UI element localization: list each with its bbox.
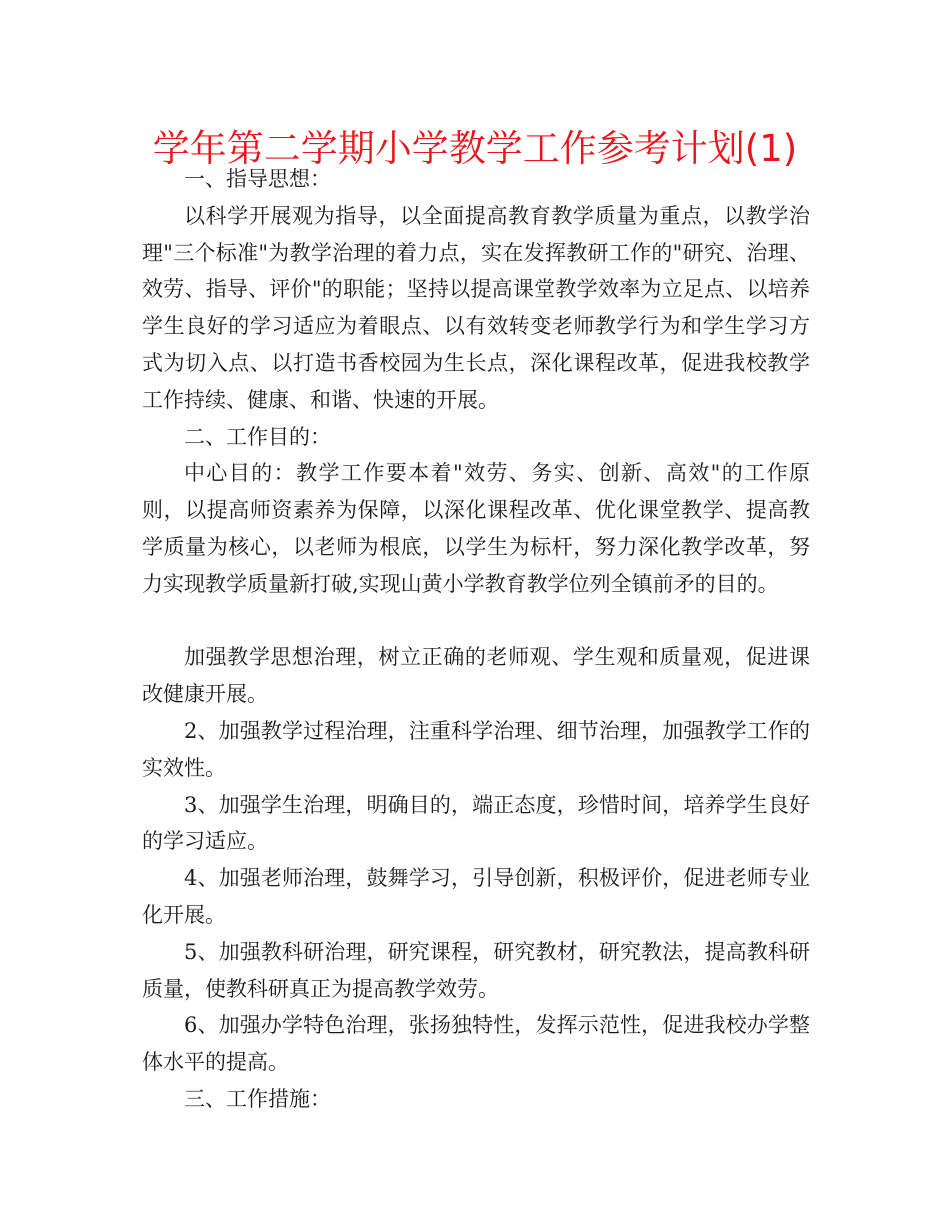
list-item-teaching-thought: 加强教学思想治理，树立正确的老师观、学生观和质量观，促进课改健康开展。: [142, 645, 810, 707]
list-item-6: 6、加强办学特色治理，张扬独特性，发挥示范性，促进我校办学整体水平的提高。: [142, 1013, 810, 1075]
paragraph-central-goal: 中心目的：教学工作要本着"效劳、务实、创新、高效"的工作原则，以提高师资素养为保障，以深化课程改革、优化课堂教学、提高教学质量为核心，以老师为根底，以学生为标杆，努力深化教学改革，努力实现教学质量新打破,实现山黄小学教育教学位列全镇前矛的目的。: [142, 461, 810, 596]
list-item-5: 5、加强教科研治理，研究课程，研究教材，研究教法，提高教科研质量，使教科研真正为提高教学效劳。: [142, 939, 810, 1001]
section-heading-work-goals: 二、工作目的：: [184, 424, 331, 449]
paragraph-guiding-thought: 以科学开展观为指导，以全面提高教育教学质量为重点，以教学治理"三个标准"为教学治理的着力点，实在发挥教研工作的"研究、治理、效劳、指导、评价"的职能；坚持以提高课堂教学效率为立足点、以培养学生良好的学习适应为着眼点、以有效转变老师教学行为和学生学习方式为切入点、以打造书香校园为生长点，深化课程改革，促进我校教学工作持续、健康、和谐、快速的开展。: [142, 203, 810, 412]
list-item-4: 4、加强老师治理，鼓舞学习，引导创新，积极评价，促进老师专业化开展。: [142, 866, 810, 927]
list-item-2: 2、加强教学过程治理，注重科学治理、细节治理，加强教学工作的实效性。: [142, 718, 810, 780]
section-heading-work-measures: 三、工作措施：: [184, 1086, 331, 1111]
section-heading-guiding-thought: 一、指导思想：: [184, 167, 331, 191]
list-item-3: 3、加强学生治理，明确目的，端正态度，珍惜时间，培养学生良好的学习适应。: [142, 792, 810, 854]
document-body: [142, 161, 810, 1118]
document-title: 学年第二学期小学教学工作参考计划(1): [152, 127, 798, 170]
